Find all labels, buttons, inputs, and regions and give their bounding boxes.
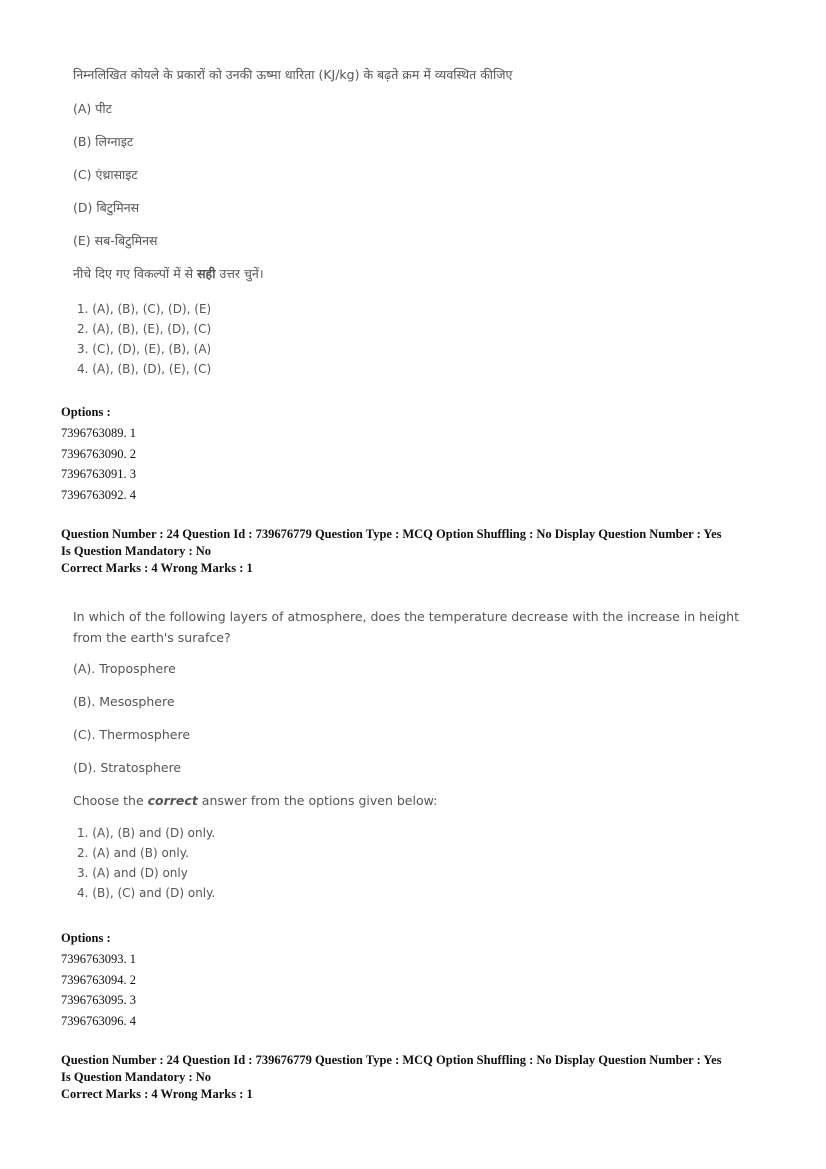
question-2-item-c: (C). Thermosphere bbox=[73, 727, 191, 742]
question-1-image bbox=[73, 63, 512, 379]
question-1-choice-1: 1. (A), (B), (C), (D), (E) bbox=[77, 302, 212, 316]
question-1-choice-3: 3. (C), (D), (E), (B), (A) bbox=[77, 342, 212, 356]
question-2-item-a: (A). Troposphere bbox=[73, 661, 176, 676]
options-block-2 bbox=[61, 930, 136, 1031]
options-2-item-2: 7396763094. 2 bbox=[61, 972, 136, 987]
question-1-instruction bbox=[73, 265, 512, 282]
question-1-choice-2: 2. (A), (B), (E), (D), (C) bbox=[77, 322, 212, 336]
question-1-choice-4: 4. (A), (B), (D), (E), (C) bbox=[77, 362, 212, 376]
options-block-1 bbox=[61, 404, 136, 505]
question-2-image bbox=[73, 606, 763, 903]
question-1-stem: निम्नलिखित कोयले के प्रकारों को उनकी ऊष्मा धारिता (KJ/kg) के बढ़ते क्रम में व्यवस्थित कीजिए bbox=[73, 67, 513, 82]
question-meta-2-line-3: Correct Marks : 4 Wrong Marks : 1 bbox=[61, 1087, 253, 1101]
options-1-heading: Options : bbox=[61, 405, 111, 419]
options-2-heading: Options : bbox=[61, 931, 111, 945]
question-1-instruction-pre: नीचे दिए गए विकल्पों में से bbox=[73, 266, 198, 281]
question-2-instruction-pre: Choose the bbox=[73, 793, 148, 808]
options-2-item-3: 7396763095. 3 bbox=[61, 993, 136, 1007]
options-1-item-4: 7396763092. 4 bbox=[61, 487, 136, 502]
question-2-choice-2: 2. (A) and (B) only. bbox=[77, 846, 189, 860]
question-meta-2-line-1: Question Number : 24 Question Id : 739676779 Question Type : MCQ Option Shuffling : No Display Question Number : Yes bbox=[61, 1053, 722, 1067]
question-2-instruction-post: answer from the options given below: bbox=[197, 793, 438, 808]
options-2-item-4: 7396763096. 4 bbox=[61, 1013, 136, 1028]
question-2-choice-3: 3. (A) and (D) only bbox=[77, 866, 188, 880]
question-2-item-d: (D). Stratosphere bbox=[73, 760, 182, 775]
question-meta-2 bbox=[61, 1052, 722, 1103]
question-meta-2-line-2: Is Question Mandatory : No bbox=[61, 1070, 212, 1084]
question-2-choice-4: 4. (B), (C) and (D) only. bbox=[77, 886, 216, 900]
question-1-item-a: (A) पीट bbox=[73, 101, 112, 116]
question-2-instruction bbox=[73, 792, 763, 809]
options-1-item-1: 7396763089. 1 bbox=[61, 426, 136, 440]
question-2-item-b: (B). Mesosphere bbox=[73, 694, 175, 709]
question-meta-1 bbox=[61, 526, 722, 577]
question-meta-1-line-3: Correct Marks : 4 Wrong Marks : 1 bbox=[61, 561, 253, 575]
question-meta-1-line-1: Question Number : 24 Question Id : 739676779 Question Type : MCQ Option Shuffling : No Display Question Number : Yes bbox=[61, 527, 722, 541]
question-2-choice-1: 1. (A), (B) and (D) only. bbox=[77, 826, 216, 840]
question-1-item-b: (B) लिग्नाइट bbox=[73, 134, 134, 149]
question-1-instruction-post: उत्तर चुनें। bbox=[215, 266, 264, 281]
question-meta-1-line-2: Is Question Mandatory : No bbox=[61, 544, 212, 558]
question-1-item-e: (E) सब-बिटुमिनस bbox=[73, 233, 158, 248]
options-2-item-1: 7396763093. 1 bbox=[61, 952, 136, 966]
options-1-item-3: 7396763091. 3 bbox=[61, 467, 136, 481]
options-1-item-2: 7396763090. 2 bbox=[61, 446, 136, 461]
question-2-instruction-bold: correct bbox=[147, 793, 198, 808]
question-2-stem: In which of the following layers of atmosphere, does the temperature decrease with the increase in height from the earth's surafce? bbox=[73, 609, 739, 645]
question-1-instruction-bold: सही bbox=[197, 266, 216, 281]
question-1-item-c: (C) एंथ्रासाइट bbox=[73, 167, 138, 182]
question-1-item-d: (D) बिटुमिनस bbox=[73, 200, 140, 215]
